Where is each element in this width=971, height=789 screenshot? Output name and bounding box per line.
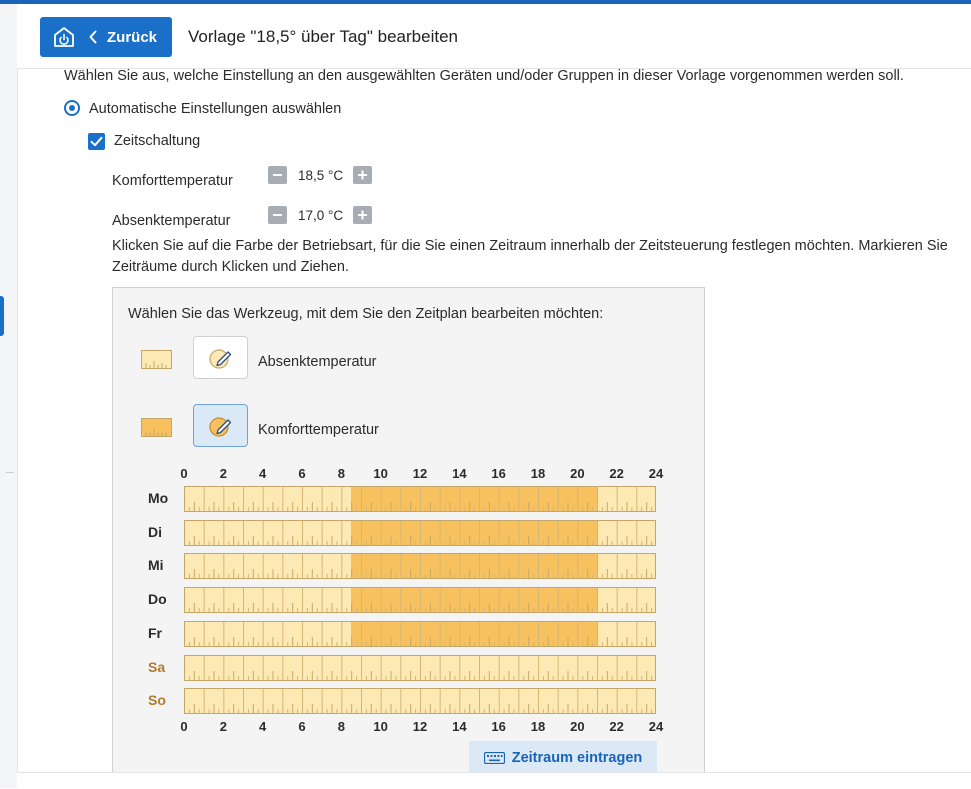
comfort-increase-button[interactable] bbox=[353, 166, 372, 184]
hour-label-top: 18 bbox=[530, 466, 546, 481]
schedule-row-do[interactable] bbox=[184, 587, 656, 613]
hour-label-bottom: 20 bbox=[570, 719, 585, 734]
schedule-row-so[interactable] bbox=[184, 688, 656, 714]
hour-label-bottom: 8 bbox=[337, 719, 345, 734]
plus-icon bbox=[353, 166, 372, 184]
comfort-tool-label: Komforttemperatur bbox=[258, 422, 379, 438]
hour-label-bottom: 10 bbox=[373, 719, 388, 734]
enter-time-range-label: Zeitraum eintragen bbox=[511, 749, 643, 766]
day-label-di: Di bbox=[148, 523, 162, 540]
setback-tool-label: Absenktemperatur bbox=[258, 354, 377, 370]
hour-label-top: 8 bbox=[337, 466, 345, 481]
day-label-so: So bbox=[148, 692, 166, 709]
hour-label-bottom: 16 bbox=[491, 719, 506, 734]
setback-color-swatch[interactable] bbox=[141, 350, 172, 369]
auto-settings-radio[interactable] bbox=[64, 100, 80, 116]
hour-label-top: 0 bbox=[180, 466, 188, 481]
side-rail-active-marker bbox=[0, 296, 4, 336]
hour-label-bottom: 18 bbox=[530, 719, 546, 734]
enter-time-range-button[interactable] bbox=[469, 741, 657, 774]
auto-settings-label[interactable]: Automatische Einstellungen auswählen bbox=[89, 101, 342, 117]
hour-label-top: 16 bbox=[491, 466, 506, 481]
hour-label-bottom: 14 bbox=[452, 719, 467, 734]
setback-decrease-button[interactable] bbox=[268, 206, 287, 224]
day-label-mi: Mi bbox=[148, 557, 164, 574]
timer-checkbox[interactable] bbox=[88, 133, 105, 150]
hour-label-top: 14 bbox=[452, 466, 467, 481]
instruction-line-2: Zeiträume durch Klicken und Ziehen. bbox=[112, 259, 349, 275]
minus-icon bbox=[268, 166, 287, 184]
side-rail-divider bbox=[6, 472, 14, 473]
intro-text: Wählen Sie aus, welche Einstellung an den ausgewählten Geräten und/oder Gruppen in dieser Vorlage vorgenommen werden soll. bbox=[64, 68, 904, 84]
setback-temp-value: 17,0 °C bbox=[298, 208, 344, 223]
schedule-row-di[interactable] bbox=[184, 520, 656, 546]
schedule-row-fr[interactable] bbox=[184, 621, 656, 647]
time-ticks bbox=[185, 588, 655, 612]
day-label-do: Do bbox=[148, 591, 167, 608]
day-label-mo: Mo bbox=[148, 490, 169, 506]
checkmark-icon bbox=[88, 133, 105, 150]
tool-selection-heading: Wählen Sie das Werkzeug, mit dem Sie den Zeitplan bearbeiten möchten: bbox=[128, 306, 604, 322]
home-power-icon bbox=[53, 26, 75, 48]
page-title: Vorlage "18,5° über Tag" bearbeiten bbox=[188, 27, 458, 46]
plus-icon bbox=[353, 206, 372, 224]
instruction-line-1: Klicken Sie auf die Farbe der Betriebsart, für die Sie einen Zeitraum innerhalb der Zeitsteuerung festlegen möchten. Markieren Sie bbox=[112, 238, 948, 254]
day-label-fr: Fr bbox=[148, 624, 162, 641]
pencil-setback-icon bbox=[208, 346, 234, 370]
hour-label-top: 12 bbox=[412, 466, 428, 481]
setback-increase-button[interactable] bbox=[353, 206, 372, 224]
hour-label-top: 24 bbox=[648, 466, 664, 481]
footer-divider bbox=[17, 772, 971, 789]
setback-temp-label: Absenktemperatur bbox=[112, 213, 231, 229]
hour-label-bottom: 24 bbox=[648, 719, 664, 734]
side-rail bbox=[0, 4, 18, 788]
hour-label-bottom: 2 bbox=[219, 719, 227, 734]
hour-label-top: 6 bbox=[298, 466, 306, 481]
hour-label-bottom: 22 bbox=[609, 719, 624, 734]
setback-tool-button[interactable] bbox=[193, 336, 248, 379]
time-ticks bbox=[185, 487, 655, 511]
timer-checkbox-label[interactable]: Zeitschaltung bbox=[114, 133, 201, 149]
time-ticks bbox=[185, 656, 655, 680]
hour-label-top: 10 bbox=[373, 466, 388, 481]
comfort-color-swatch[interactable] bbox=[141, 418, 172, 437]
time-ticks bbox=[185, 689, 655, 713]
page-header bbox=[17, 4, 971, 69]
hour-label-bottom: 0 bbox=[180, 719, 188, 734]
comfort-temp-value: 18,5 °C bbox=[298, 168, 344, 183]
hour-label-top: 20 bbox=[570, 466, 585, 481]
hour-label-bottom: 6 bbox=[298, 719, 306, 734]
schedule-row-mo[interactable] bbox=[184, 486, 656, 512]
schedule-row-mi[interactable] bbox=[184, 553, 656, 579]
time-ticks bbox=[185, 554, 655, 578]
minus-icon bbox=[268, 206, 287, 224]
hour-label-bottom: 12 bbox=[412, 719, 428, 734]
back-button-label: Zurück bbox=[107, 28, 158, 46]
hour-label-top: 4 bbox=[259, 466, 267, 481]
time-ticks bbox=[185, 622, 655, 646]
day-label-sa: Sa bbox=[148, 658, 166, 675]
comfort-tool-button[interactable] bbox=[193, 404, 248, 447]
time-ticks bbox=[185, 521, 655, 545]
comfort-decrease-button[interactable] bbox=[268, 166, 287, 184]
keyboard-icon bbox=[484, 752, 505, 764]
comfort-temp-label: Komforttemperatur bbox=[112, 173, 233, 189]
hour-label-top: 22 bbox=[609, 466, 624, 481]
chevron-left-icon bbox=[88, 30, 98, 44]
back-button[interactable] bbox=[40, 17, 172, 57]
schedule-row-sa[interactable] bbox=[184, 655, 656, 681]
hour-label-bottom: 4 bbox=[259, 719, 267, 734]
hour-label-top: 2 bbox=[219, 466, 227, 481]
pencil-comfort-icon bbox=[208, 414, 234, 438]
